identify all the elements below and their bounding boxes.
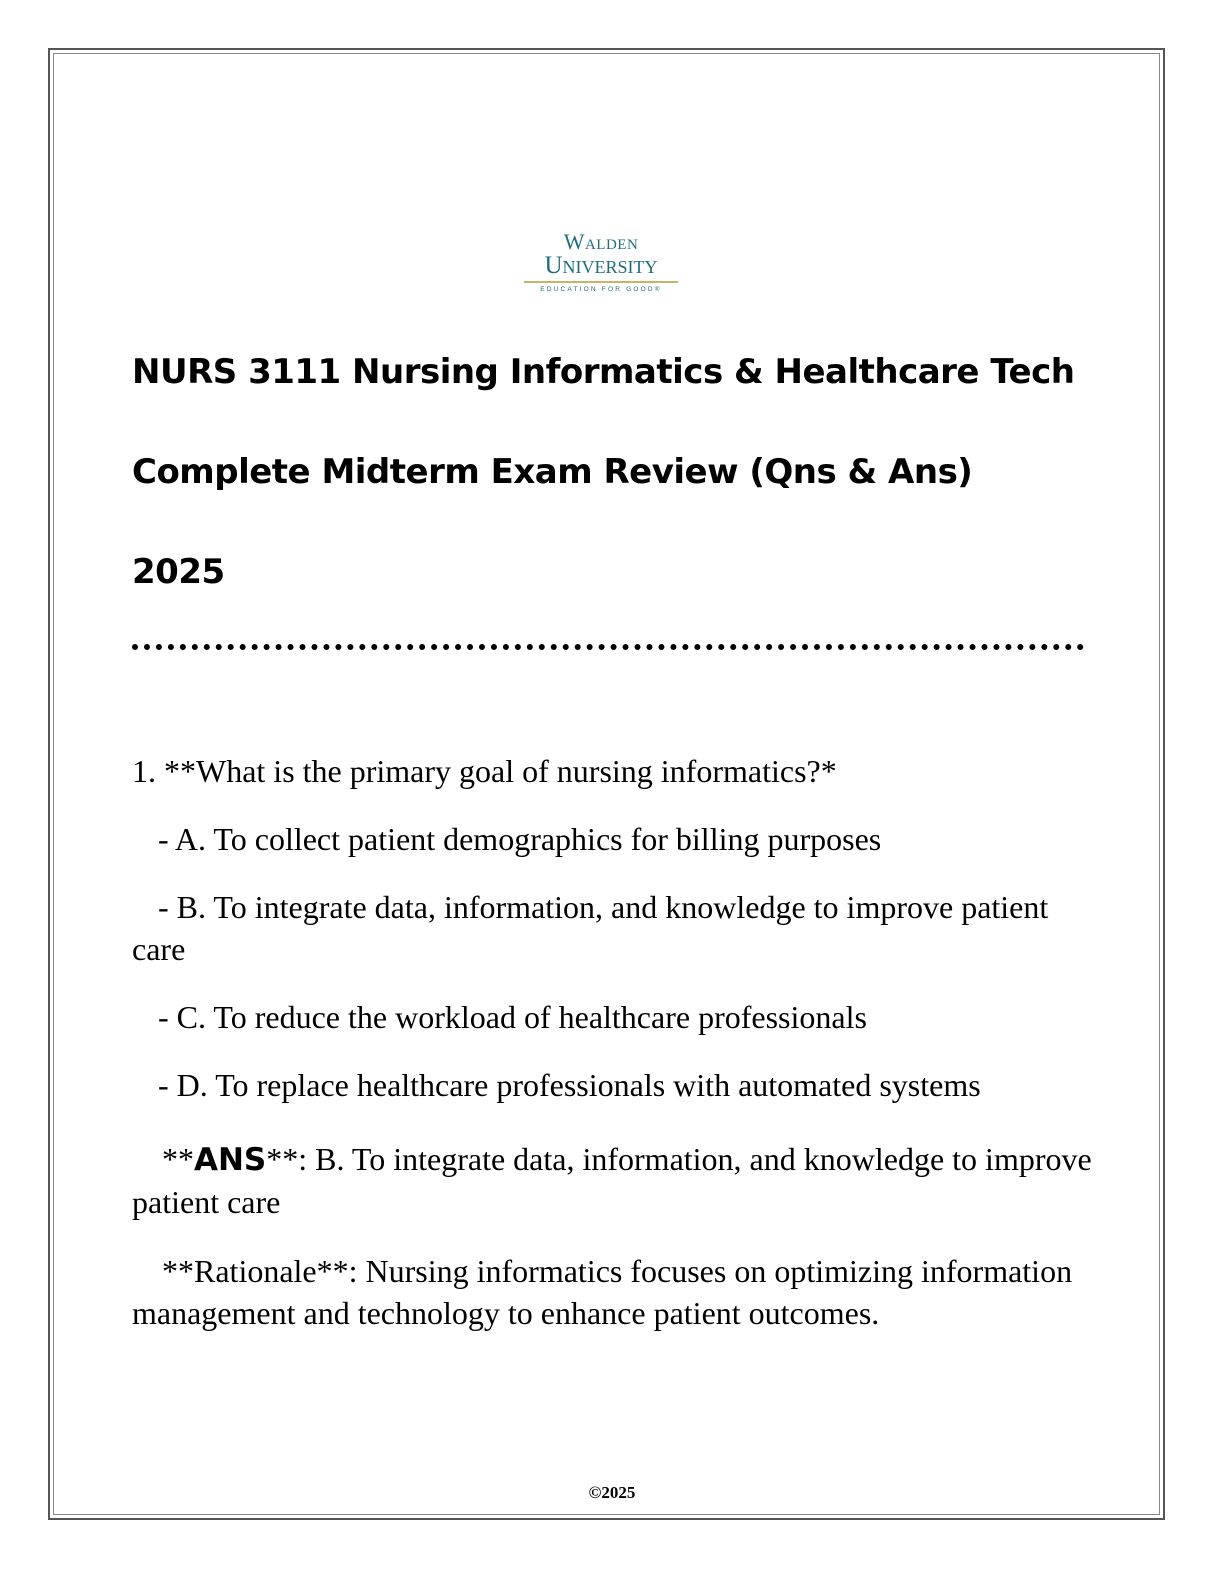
answer-prefix: ** <box>162 1141 194 1177</box>
document-title-line1: NURS 3111 Nursing Informatics & Healthcare Tech <box>132 352 1075 392</box>
option-b <box>132 886 1092 970</box>
answer-text: **: B. To integrate data, information, and knowledge to improve patient care <box>132 1141 1092 1220</box>
logo-name-line1: Walden <box>563 229 639 254</box>
logo-name-line2: University <box>544 252 658 279</box>
rationale-text: **Rationale**: Nursing informatics focuses on optimizing information management and technology to enhance patient outcomes. <box>132 1253 1073 1331</box>
logo-divider <box>524 281 678 283</box>
answer-block <box>132 1138 1092 1223</box>
option-b-text: - B. To integrate data, information, and knowledge to improve patient care <box>132 889 1049 967</box>
option-a: - A. To collect patient demographics for billing purposes <box>158 821 882 857</box>
copyright-footer: ©2025 <box>588 1483 636 1502</box>
question-text: 1. **What is the primary goal of nursing informatics?* <box>132 753 837 789</box>
logo-tagline: EDUCATION FOR GOOD® <box>540 286 662 293</box>
option-d: - D. To replace healthcare professionals with automated systems <box>158 1067 981 1103</box>
document-title-line2: Complete Midterm Exam Review (Qns & Ans) <box>132 452 973 492</box>
rationale-block <box>132 1250 1092 1334</box>
option-c: - C. To reduce the workload of healthcare professionals <box>158 999 867 1035</box>
walden-university-logo <box>520 230 682 300</box>
document-title-year: 2025 <box>132 552 225 592</box>
answer-label: ANS <box>194 1142 267 1178</box>
dotted-divider <box>132 644 1084 650</box>
